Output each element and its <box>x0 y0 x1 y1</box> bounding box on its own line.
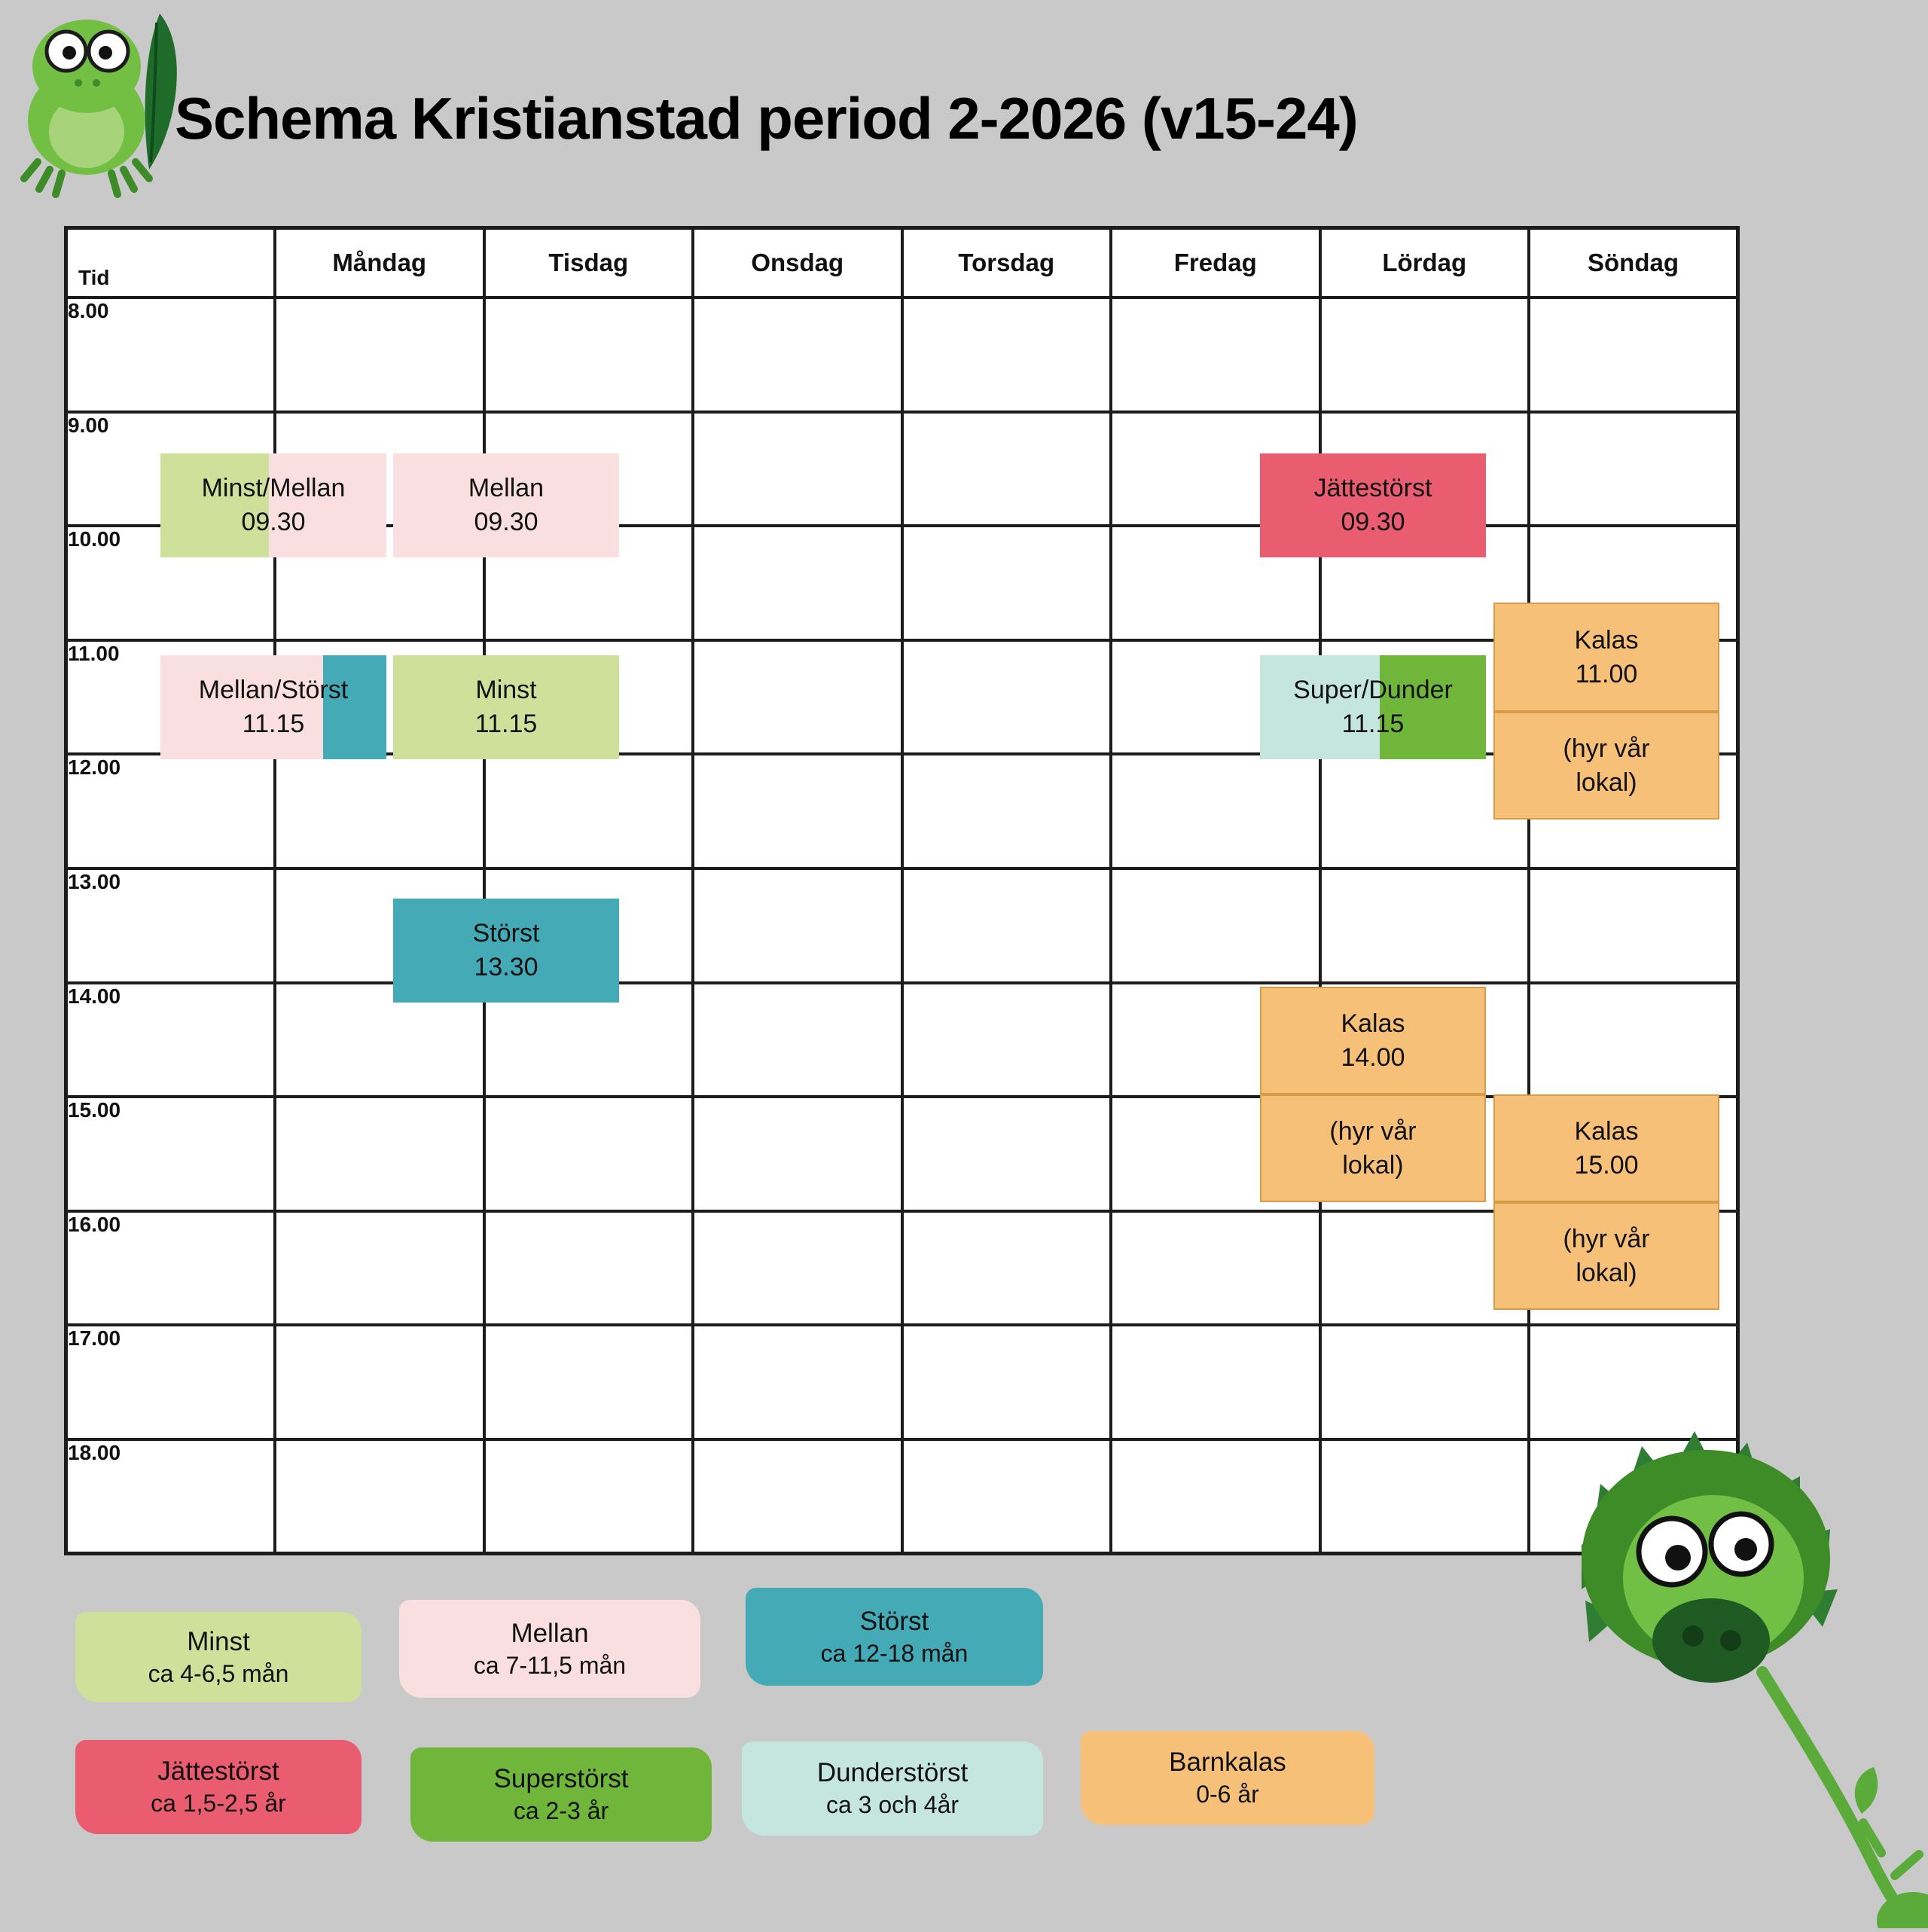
event-note-line2: lokal) <box>1576 768 1637 797</box>
event-note-line1: (hyr vår <box>1329 1116 1417 1146</box>
legend-item-superstorst <box>410 1747 712 1842</box>
cell-torsdag-17[interactable] <box>902 1325 1112 1439</box>
time-column-header: Tid <box>66 228 276 298</box>
event-note-line1: (hyr vår <box>1563 1224 1650 1253</box>
event-lordag-super-dunder[interactable] <box>1260 655 1486 759</box>
legend-age: ca 3 och 4år <box>825 1791 959 1818</box>
event-time: 15.00 <box>1574 1150 1639 1180</box>
event-name: Jättestörst <box>1313 474 1432 503</box>
event-time: 11.00 <box>1575 659 1638 688</box>
time-label-11: 11.00 <box>66 640 276 755</box>
cell-tisdag-17[interactable] <box>484 1325 694 1439</box>
time-label-18: 18.00 <box>66 1439 276 1554</box>
event-time: 11.15 <box>1341 710 1405 738</box>
time-label-8: 8.00 <box>66 298 276 412</box>
cell-tisdag-18[interactable] <box>484 1439 694 1554</box>
cell-sondag-8[interactable] <box>1529 298 1738 412</box>
cell-torsdag-16[interactable] <box>902 1211 1112 1326</box>
legend-name: Jättestörst <box>157 1757 279 1786</box>
cell-sondag-9[interactable] <box>1529 412 1738 526</box>
legend-name: Minst <box>187 1626 250 1656</box>
cell-torsdag-15[interactable] <box>902 1097 1112 1211</box>
cell-onsdag-18[interactable] <box>693 1439 902 1554</box>
legend-item-jattestorst <box>75 1740 362 1834</box>
cell-fredag-18[interactable] <box>1111 1439 1320 1554</box>
cell-fredag-8[interactable] <box>1111 298 1320 412</box>
time-label-10: 10.00 <box>66 526 276 640</box>
cell-torsdag-14[interactable] <box>902 983 1112 1097</box>
event-sondag-kalas-1100[interactable] <box>1493 603 1719 712</box>
day-header-lordag: Lördag <box>1320 228 1530 298</box>
monster-mascot-icon <box>1446 1401 1928 1928</box>
event-name: Störst <box>472 919 540 948</box>
cell-onsdag-13[interactable] <box>693 868 902 983</box>
legend-item-storst <box>746 1588 1043 1686</box>
day-header-sondag: Söndag <box>1529 228 1738 298</box>
cell-tisdag-8[interactable] <box>484 298 694 412</box>
event-time: 09.30 <box>474 508 538 536</box>
cell-mandag-17[interactable] <box>275 1325 484 1439</box>
table-row <box>66 1097 1738 1211</box>
cell-onsdag-11[interactable] <box>693 640 902 755</box>
event-time: 09.30 <box>1341 508 1405 536</box>
table-row <box>66 1211 1738 1326</box>
time-label-15: 15.00 <box>66 1097 276 1211</box>
event-name: Minst/Mellan <box>201 474 346 503</box>
legend <box>60 1604 1416 1860</box>
cell-mandag-12[interactable] <box>275 754 484 868</box>
day-header-onsdag: Onsdag <box>693 228 902 298</box>
time-label-14: 14.00 <box>66 983 276 1097</box>
legend-name: Barnkalas <box>1169 1747 1286 1777</box>
cell-fredag-12[interactable] <box>1111 754 1320 868</box>
cell-mandag-8[interactable] <box>275 298 484 412</box>
cell-lordag-8[interactable] <box>1320 298 1530 412</box>
legend-item-mellan <box>399 1600 700 1698</box>
event-name: Kalas <box>1574 625 1639 655</box>
cell-onsdag-10[interactable] <box>693 526 902 640</box>
cell-tisdag-12[interactable] <box>484 754 694 868</box>
cell-onsdag-17[interactable] <box>693 1325 902 1439</box>
time-label-12: 12.00 <box>66 754 276 868</box>
event-tisdag-storst[interactable] <box>393 899 619 1003</box>
legend-item-barnkalas <box>1081 1731 1374 1825</box>
event-sondag-kalas-1500[interactable] <box>1493 1094 1719 1202</box>
legend-age: 0-6 år <box>1196 1781 1259 1808</box>
event-sondag-kalas-1100-note[interactable] <box>1493 712 1719 819</box>
cell-onsdag-14[interactable] <box>693 983 902 1097</box>
day-header-tisdag: Tisdag <box>484 228 694 298</box>
cell-mandag-15[interactable] <box>275 1097 484 1211</box>
event-sondag-kalas-1500-note[interactable] <box>1493 1202 1719 1310</box>
event-tisdag-mellan[interactable] <box>393 453 619 557</box>
event-time: 13.30 <box>474 953 538 981</box>
legend-item-minst <box>75 1612 362 1702</box>
cell-torsdag-12[interactable] <box>902 754 1112 868</box>
event-time: 14.00 <box>1341 1042 1405 1072</box>
cell-tisdag-16[interactable] <box>484 1211 694 1326</box>
table-row <box>66 868 1738 983</box>
frog-mascot-icon <box>15 8 196 203</box>
time-label-13: 13.00 <box>66 868 276 983</box>
event-note-line2: lokal) <box>1576 1258 1637 1287</box>
event-time: 09.30 <box>241 508 306 536</box>
event-lordag-kalas-1400[interactable] <box>1260 987 1486 1094</box>
event-mandag-minst-mellan[interactable] <box>160 453 386 557</box>
table-row <box>66 983 1738 1097</box>
legend-name: Mellan <box>511 1618 589 1648</box>
event-note-line1: (hyr vår <box>1563 734 1650 763</box>
event-tisdag-minst[interactable] <box>393 655 619 759</box>
cell-mandag-16[interactable] <box>275 1211 484 1326</box>
event-name: Mellan <box>468 474 545 503</box>
time-label-16: 16.00 <box>66 1211 276 1326</box>
legend-name: Störst <box>859 1606 929 1636</box>
day-header-mandag: Måndag <box>275 228 484 298</box>
event-name: Minst <box>475 676 537 705</box>
table-row <box>66 754 1738 868</box>
event-lordag-kalas-1400-note[interactable] <box>1260 1094 1486 1202</box>
cell-torsdag-11[interactable] <box>902 640 1112 755</box>
legend-age: ca 2-3 år <box>513 1797 609 1824</box>
event-lordag-jattestorst[interactable] <box>1260 453 1486 557</box>
event-time: 11.15 <box>242 710 305 738</box>
cell-torsdag-8[interactable] <box>902 298 1112 412</box>
legend-item-dunderstorst <box>742 1741 1043 1836</box>
event-time: 11.15 <box>474 710 538 738</box>
legend-age: ca 4-6,5 mån <box>148 1659 289 1687</box>
event-mandag-mellan-storst[interactable] <box>160 655 386 759</box>
cell-onsdag-16[interactable] <box>693 1211 902 1326</box>
cell-torsdag-18[interactable] <box>902 1439 1112 1554</box>
event-name: Mellan/Störst <box>198 676 349 705</box>
cell-torsdag-9[interactable] <box>902 412 1112 526</box>
cell-fredag-16[interactable] <box>1111 1211 1320 1326</box>
cell-onsdag-9[interactable] <box>693 412 902 526</box>
cell-mandag-18[interactable] <box>275 1439 484 1554</box>
legend-age: ca 7-11,5 mån <box>473 1651 627 1679</box>
page-title: Schema Kristianstad period 2-2026 (v15-24) <box>175 85 1358 151</box>
cell-onsdag-8[interactable] <box>693 298 902 412</box>
event-name: Kalas <box>1574 1116 1639 1146</box>
cell-lordag-13[interactable] <box>1320 868 1530 983</box>
table-header-row <box>66 228 1738 298</box>
event-name: Super/Dunder <box>1293 676 1453 705</box>
cell-fredag-17[interactable] <box>1111 1325 1320 1439</box>
legend-name: Superstörst <box>493 1764 629 1793</box>
cell-tisdag-15[interactable] <box>484 1097 694 1211</box>
cell-torsdag-13[interactable] <box>902 868 1112 983</box>
event-name: Kalas <box>1341 1009 1405 1038</box>
legend-age: ca 12-18 mån <box>820 1639 969 1667</box>
day-header-torsdag: Torsdag <box>902 228 1112 298</box>
table-row <box>66 298 1738 412</box>
time-label-9: 9.00 <box>66 412 276 526</box>
legend-age: ca 1,5-2,5 år <box>151 1790 286 1817</box>
legend-name: Dunderstörst <box>816 1758 969 1787</box>
cell-sondag-14[interactable] <box>1529 983 1738 1097</box>
cell-torsdag-10[interactable] <box>902 526 1112 640</box>
time-label-17: 17.00 <box>66 1325 276 1439</box>
day-header-fredag: Fredag <box>1111 228 1320 298</box>
schedule-table <box>64 226 1740 1555</box>
cell-fredag-13[interactable] <box>1111 868 1320 983</box>
cell-onsdag-12[interactable] <box>693 754 902 868</box>
cell-onsdag-15[interactable] <box>693 1097 902 1211</box>
cell-sondag-13[interactable] <box>1529 868 1738 983</box>
event-note-line2: lokal) <box>1342 1150 1404 1180</box>
